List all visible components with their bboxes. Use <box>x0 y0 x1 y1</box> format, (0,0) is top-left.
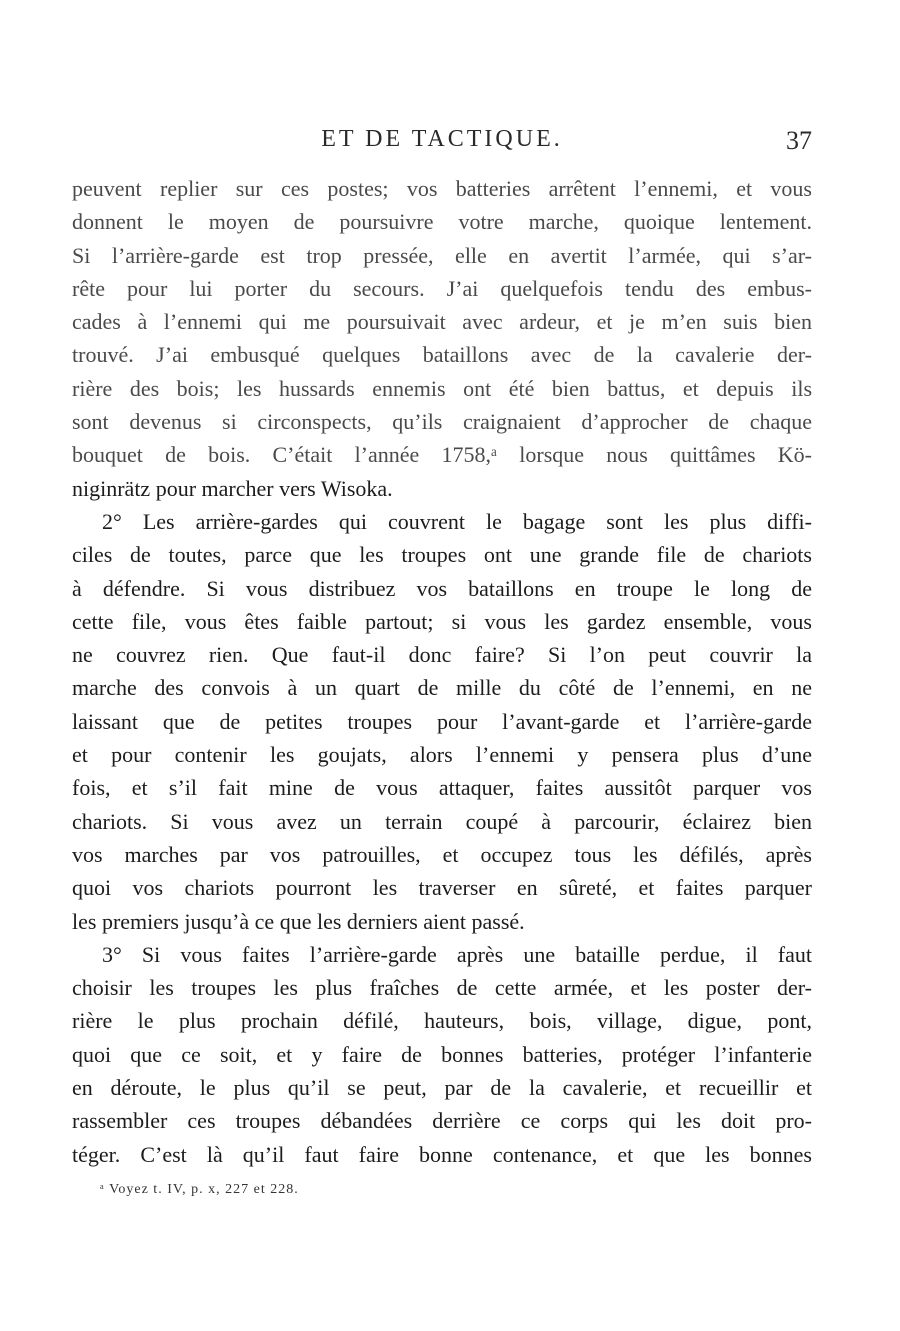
text-line: quoi que ce soit, et y faire de bonnes batteries, protéger l’infanterie <box>72 1041 812 1067</box>
text-line: les premiers jusqu’à ce que les derniers aient passé. <box>72 908 525 934</box>
page-number: 37 <box>786 126 812 155</box>
text-line: rière le plus prochain défilé, hauteurs, bois, village, digue, pont, <box>72 1008 812 1034</box>
text-line: bouquet de bois. C’était l’année 1758,ᵃ lorsque nous quittâmes Kö- <box>72 442 812 468</box>
text-line: rête pour lui porter du secours. J’ai quelquefois tendu des embus- <box>72 275 812 301</box>
text-line: et pour contenir les goujats, alors l’ennemi y pensera plus d’une <box>72 742 812 768</box>
text-line: peuvent replier sur ces postes; vos batteries arrêtent l’ennemi, et vous <box>72 176 812 201</box>
text-line: rassembler ces troupes débandées derrière ce corps qui les doit pro- <box>72 1108 812 1134</box>
text-line: choisir les troupes les plus fraîches de cette armée, et les poster der- <box>72 975 812 1001</box>
text-line: laissant que de petites troupes pour l’avant-garde et l’arrière-garde <box>72 708 812 734</box>
paragraph-start-line: 3° Si vous faites l’arrière-garde après une bataille perdue, il faut <box>102 941 812 967</box>
text-line: fois, et s’il fait mine de vous attaquer, faites aussitôt parquer vos <box>72 775 812 801</box>
text-line: cades à l’ennemi qui me poursuivait avec ardeur, et je m’en suis bien <box>72 309 812 335</box>
text-line: rière des bois; les hussards ennemis ont été bien battus, et depuis ils <box>72 375 812 401</box>
text-line: marche des convois à un quart de mille du côté de l’ennemi, en ne <box>72 675 812 701</box>
text-line: vos marches par vos patrouilles, et occupez tous les défilés, après <box>72 841 812 867</box>
text-line: à défendre. Si vous distribuez vos bataillons en troupe le long de <box>72 575 812 601</box>
running-head <box>72 126 812 166</box>
paragraph-start-line: 2° Les arrière-gardes qui couvrent le bagage sont les plus diffi- <box>102 508 812 534</box>
text-line: téger. C’est là qu’il faut faire bonne contenance, et que les bonnes <box>72 1141 812 1167</box>
footnote: ᵃ Voyez t. IV, p. x, 227 et 228. <box>100 1182 299 1197</box>
text-line: sont devenus si circonspects, qu’ils craignaient d’approcher de chaque <box>72 409 812 435</box>
text-line: quoi vos chariots pourront les traverser en sûreté, et faites parquer <box>72 875 812 901</box>
text-line: niginrätz pour marcher vers Wisoka. <box>72 475 393 501</box>
running-title: ET DE TACTIQUE. <box>321 126 563 152</box>
text-line: donnent le moyen de poursuivre votre marche, quoique lentement. <box>72 209 812 235</box>
text-line: Si l’arrière-garde est trop pressée, elle en avertit l’armée, qui s’ar- <box>72 242 812 268</box>
text-line: cette file, vous êtes faible partout; si vous les gardez ensemble, vous <box>72 608 812 634</box>
text-line: en déroute, le plus qu’il se peut, par de la cavalerie, et recueillir et <box>72 1075 812 1101</box>
text-line: ciles de toutes, parce que les troupes ont une grande file de chariots <box>72 542 812 568</box>
body-text <box>72 172 812 1171</box>
text-line: chariots. Si vous avez un terrain coupé à parcourir, éclairez bien <box>72 808 812 834</box>
text-line: trouvé. J’ai embusqué quelques bataillons avec de la cavalerie der- <box>72 342 812 368</box>
text-line: ne couvrez rien. Que faut-il donc faire? Si l’on peut couvrir la <box>72 642 812 668</box>
